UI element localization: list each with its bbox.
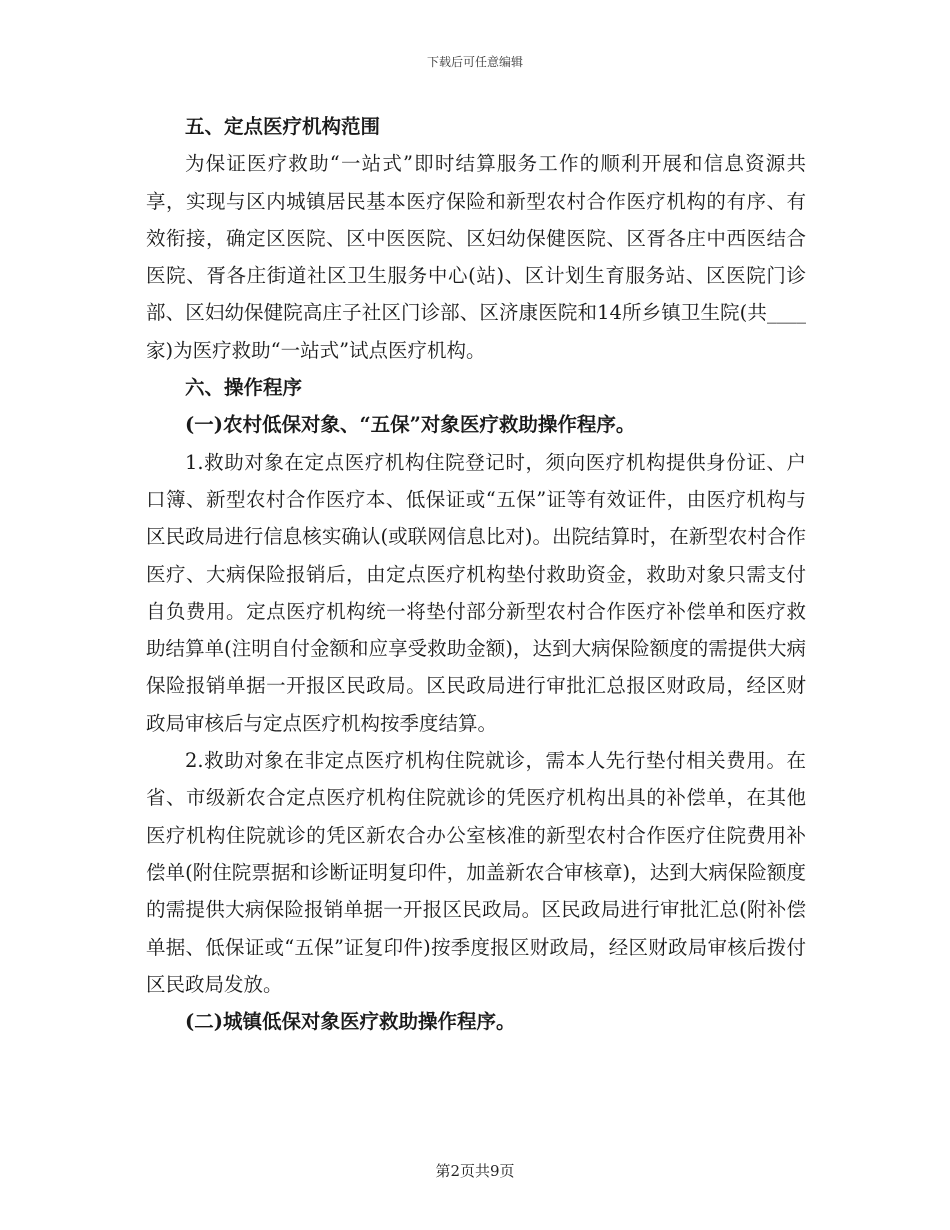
page-number: 第2页共9页 bbox=[435, 1162, 515, 1180]
subsection-1-item-2: 2.救助对象在非定点医疗机构住院就诊，需本人先行垫付相关费用。在省、市级新农合定点医疗机构住院就诊的凭医疗机构出具的补偿单，在其他医疗机构住院就诊的凭区新农合办公室核准的新型农村合作医疗住院费用补偿单(附住院票据和诊断证明复印件，加盖新农合审核章)，达到大病保险额度的需提供大病保险报销单据一开报区民政局。区民政局进行审批汇总(附补偿单据、低保证或“五保”证复印件)按季度报区财政局，经区财政局审核后拨付区民政局发放。 bbox=[146, 749, 806, 996]
section-heading-5: 五、定点医疗机构范围 bbox=[185, 115, 381, 138]
subsection-1-item-1: 1.救助对象在定点医疗机构住院登记时，须向医疗机构提供身份证、户口簿、新型农村合作医疗本、低保证或“五保”证等有效证件，由医疗机构与区民政局进行信息核实确认(或联网信息比对)。出院结算时，在新型农村合作医疗、大病保险报销后，由定点医疗机构垫付救助资金，救助对象只需支付自负费用。定点医疗机构统一将垫付部分新型农村合作医疗补偿单和医疗救助结算单(注明自付金额和应享受救助金额)，达到大病保险额度的需提供大病保险报销单据一开报区民政局。区民政局进行审批汇总报区财政局，经区财政局审核后与定点医疗机构按季度结算。 bbox=[146, 450, 806, 735]
subsection-heading-2: (二)城镇低保对象医疗救助操作程序。 bbox=[185, 1010, 516, 1034]
page-header: 下载后可任意编辑 bbox=[426, 55, 523, 69]
section-heading-6: 六、操作程序 bbox=[185, 376, 303, 400]
document-body bbox=[146, 108, 806, 1040]
section-5-paragraph: 为保证医疗救助“一站式”即时结算服务工作的顺利开展和信息资源共享，实现与区内城镇居民基本医疗保险和新型农村合作医疗机构的有序、有效衔接，确定区医院、区中医医院、区妇幼保健医院、区胥各庄中西医结合医院、胥各庄街道社区卫生服务中心(站)、区计划生育服务站、区医院门诊部、区妇幼保健院高庄子社区门诊部、区济康医院和14所乡镇卫生院(共____家)为医疗救助“一站式”试点医疗机构。 bbox=[146, 152, 806, 362]
subsection-heading-1: (一)农村低保对象、“五保”对象医疗救助操作程序。 bbox=[185, 413, 636, 437]
